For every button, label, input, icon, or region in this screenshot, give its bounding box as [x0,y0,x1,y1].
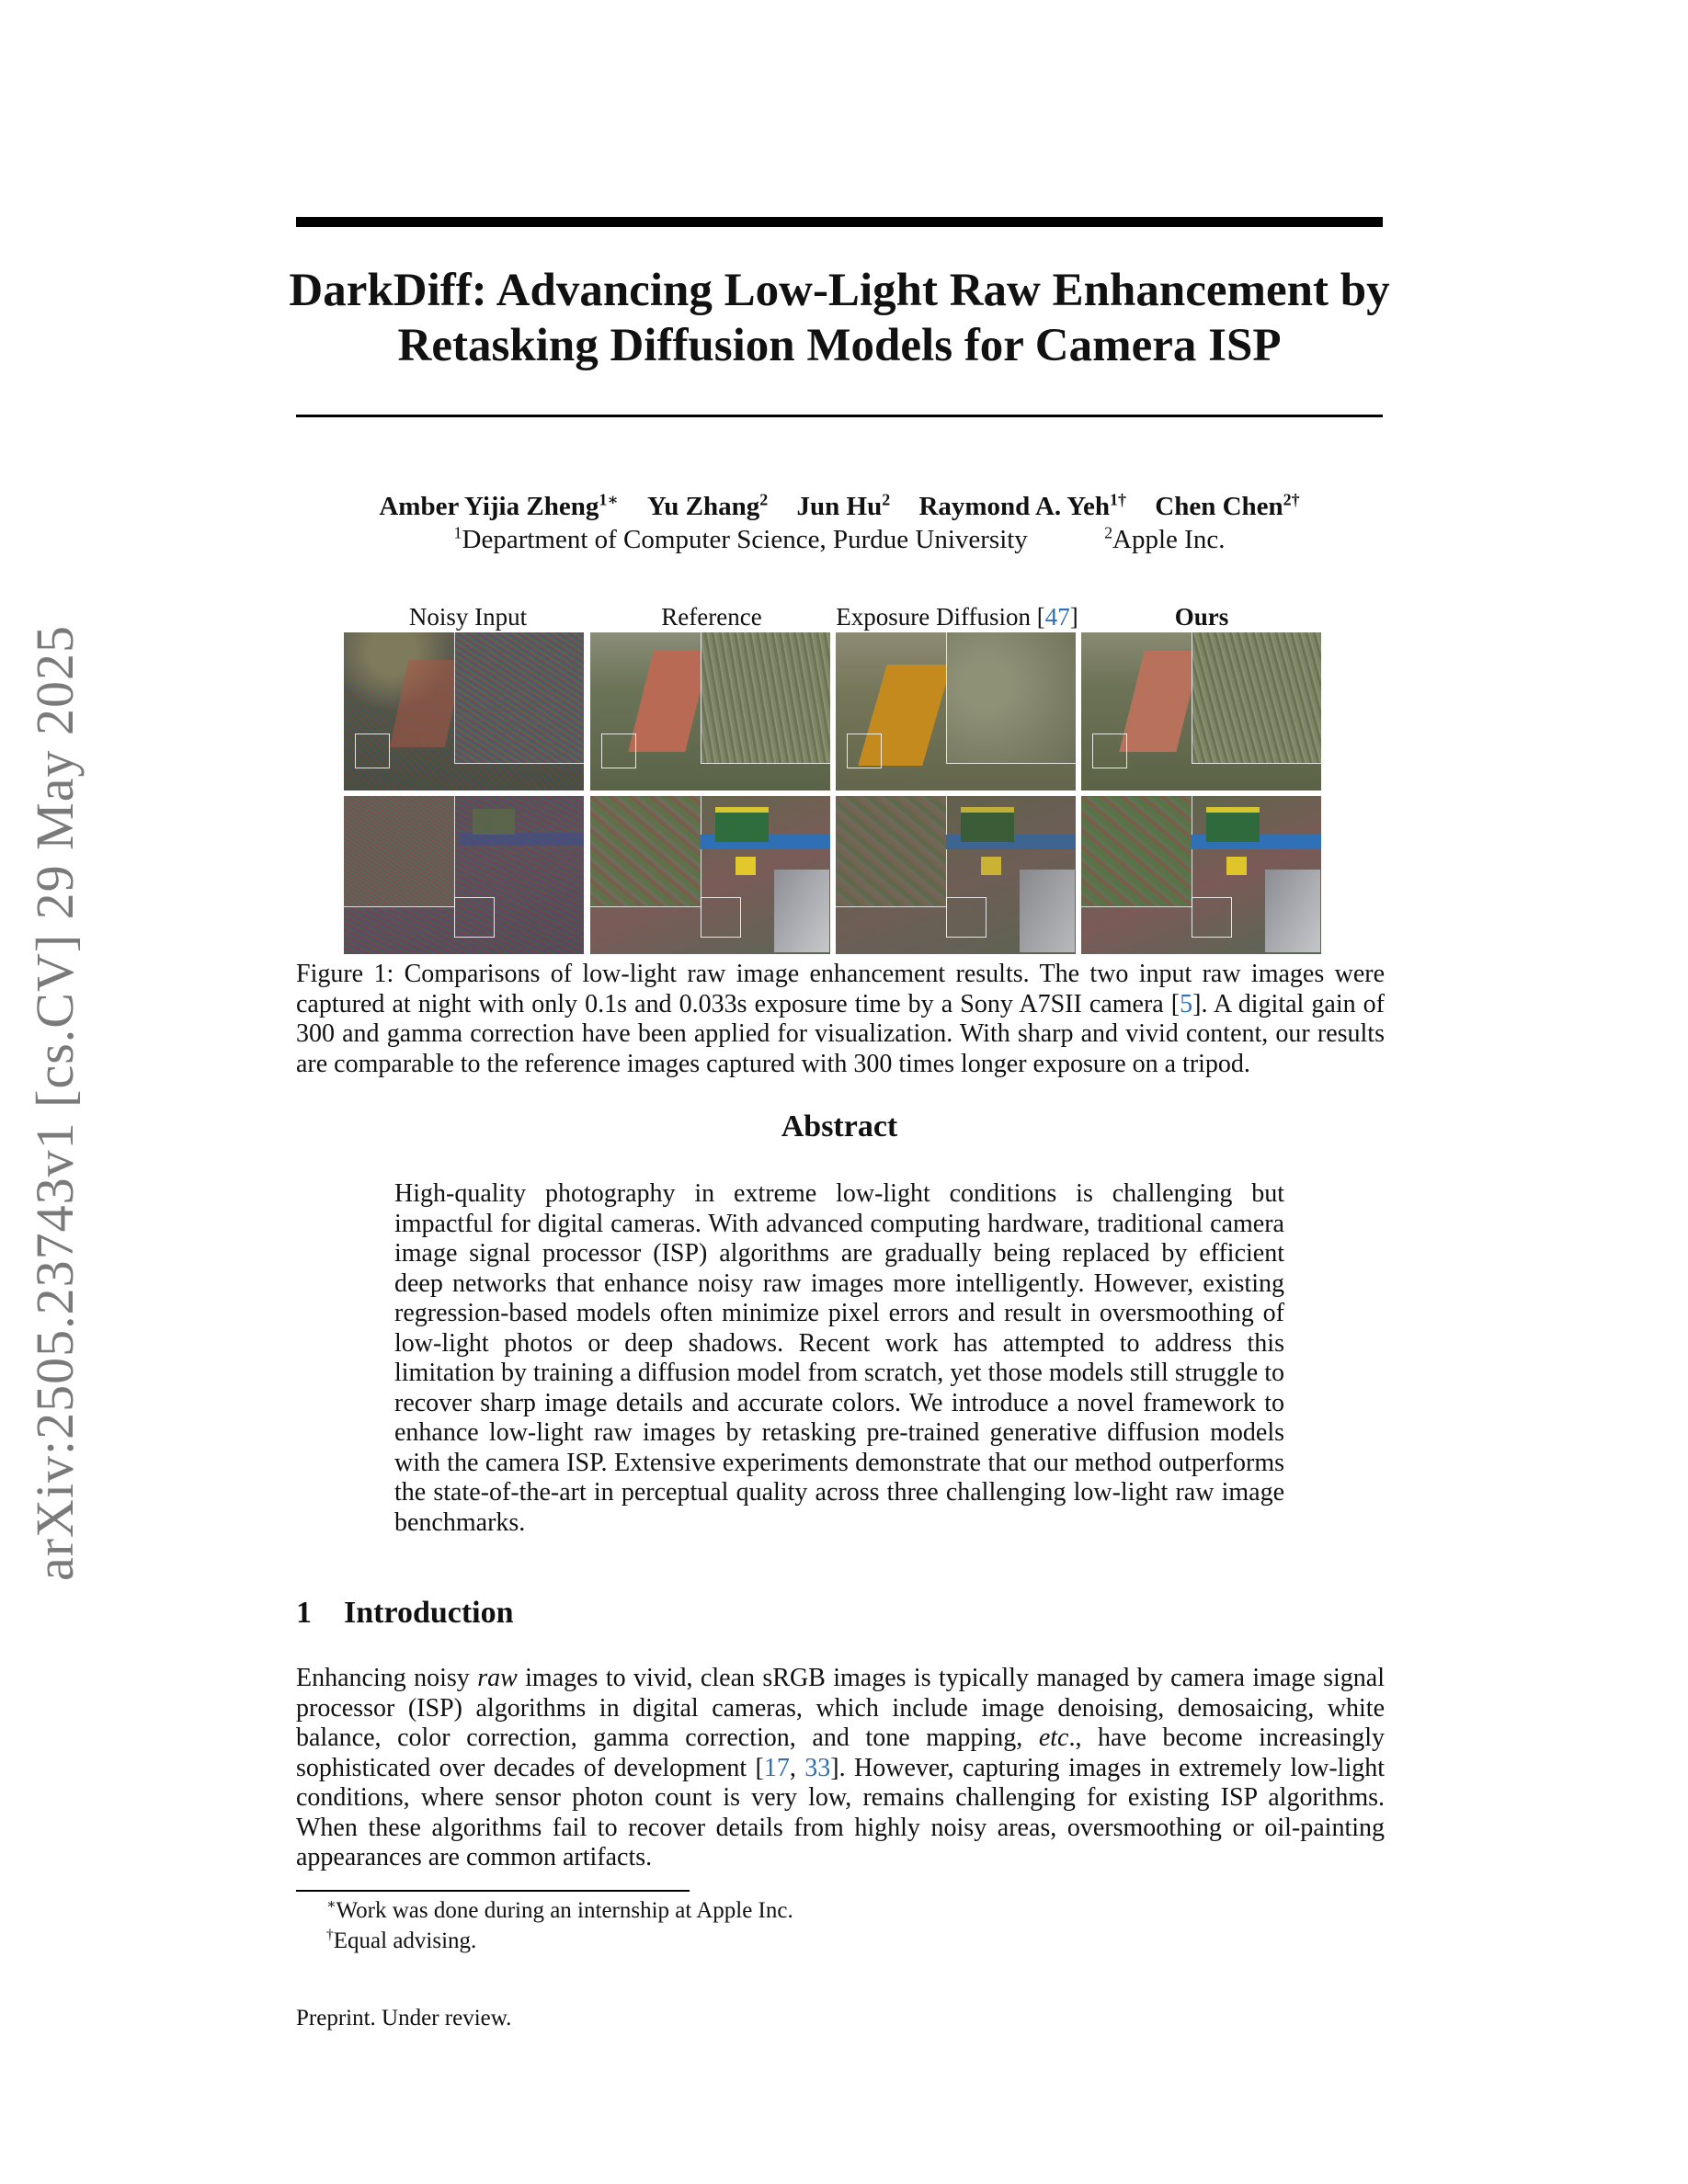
affiliation: $^2$Apple Inc. [1104,523,1226,554]
paper-title [276,263,1403,373]
arxiv-identifier: arXiv:2505.23743v1 [cs.CV] 29 May 2025 [25,624,85,1581]
affiliations [276,522,1403,557]
author: Chen Chen$^{2\dagger}$ [1155,490,1300,521]
label-ours: Ours [1174,603,1229,631]
figure-panel-exposure-train [836,796,1076,954]
figure-caption: Figure 1: Comparisons of low-light raw image enhancement results. The two input raw images were captured at night with only 0.1s and 0.033s exposure time by a Sony A7SII camera [5]. A digital gain of 300 and gamma correction have been applied for visualization. With sharp and vivid content, our results are comparable to the reference images captured with 300 times longer exposure on a tripod. [296,960,1386,1078]
label-noisy-input: Noisy Input [408,603,528,631]
citation-link[interactable]: 5 [1180,989,1193,1018]
section-heading: 1 Introduction [296,1596,514,1630]
citation-link[interactable]: 17 [763,1753,790,1782]
footnote-rule [296,1890,690,1892]
figure-panel-exposure-chair [836,632,1076,791]
footnote: ∗Work was done during an internship at Apple Inc. [326,1896,793,1923]
label-reference: Reference [661,603,762,631]
figure-panel-noisy-train [344,796,584,954]
figure-panel-reference-train [590,796,830,954]
preprint-note: Preprint. Under review. [296,2006,512,2030]
title-rule-bottom [296,415,1383,417]
author: Amber Yijia Zheng$^{1∗}$ [379,490,619,521]
author: Yu Zhang$^2$ [647,490,769,521]
figure-panel-ours-chair [1081,632,1321,791]
abstract-body: High-quality photography in extreme low-light conditions is challenging but impactful for digital cameras. With advanced computing hardware, traditional camera image signal processor (ISP) algorithms are gradually being replaced by efficient deep networks that enhance noisy raw images more intelligently. However, existing regression-based models often minimize pixel errors and result in oversmoothing of low-light photos or deep shadows. Recent work has attempted to address this limitation by training a diffusion model from scratch, yet those models still struggle to recover sharp image details and accurate colors. We introduce a novel framework to enhance low-light raw images by retasking pre-trained generative diffusion models with the camera ISP. Extensive experiments demonstrate that our method outperforms the state-of-the-art in perceptual quality across three challenging low-light raw image benchmarks. [394,1179,1284,1537]
title-line-2: Retasking Diffusion Models for Camera ISP [397,320,1282,371]
figure-panel-ours-train [1081,796,1321,954]
label-exposure-diffusion: Exposure Diffusion [47] [836,603,1078,631]
footnotes [326,1895,793,1956]
citation-link[interactable]: 33 [804,1753,831,1782]
title-rule-top [296,217,1383,227]
author-list [276,489,1403,524]
citation-link[interactable]: 47 [1044,603,1070,631]
affiliation: $^1$Department of Computer Science, Purdue University [453,523,1028,554]
figure-panel-reference-chair [590,632,830,791]
author: Jun Hu$^2$ [796,490,891,521]
figure-panel-noisy-chair [344,632,584,791]
introduction-paragraph: Enhancing noisy raw images to vivid, clean sRGB images is typically managed by camera image signal processor (ISP) algorithms in digital cameras, which include image denoising, demosaicing, white balance, color correction, gamma correction, and tone mapping, etc., have become increasingly sophisticated over decades of development [17, 33]. However, capturing images in extremely low-light conditions, where sensor photon count is very low, remains challenging for existing ISP algorithms. When these algorithms fail to recover details from highly noisy areas, oversmoothing or oil-painting appearances are common artifacts. [296,1664,1386,1871]
author: Raymond A. Yeh$^{1\dagger}$ [918,490,1127,521]
footnote: †Equal advising. [326,1927,477,1953]
figure-column-labels [344,603,1328,636]
title-line-1: DarkDiff: Advancing Low-Light Raw Enhancement by [289,265,1390,316]
abstract-heading: Abstract [781,1109,898,1143]
